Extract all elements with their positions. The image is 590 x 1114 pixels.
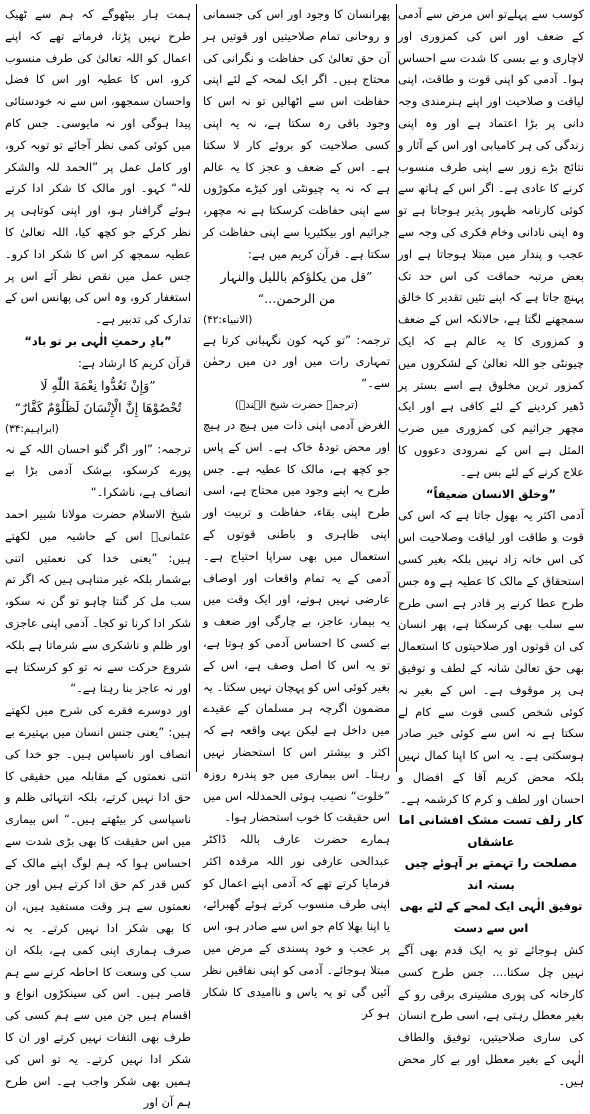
middle-column: [203, 4, 390, 1021]
right-paragraph-1: کوسب سے پہلےتو اس مرض سے آدمی کے ضعف اور اس کی کمزوری اور لاچاری و بے بسی کا شدت سے احساس ہوا۔ آدمی کو اپنی قوت و طاقت، اپنی لیاقت و صلاحیت اور اپنے ہنرمندی وجہ دانی پر بڑا اعتماد ہے اور وہ اپنی زندگی کی ہر کامیابی اور اس کے آثار و نتائج بڑے زور سے اپنی طرف منسوب کرنے کا عادی ہے۔ اگر اس کے ہاتھ سے کوئی کارنامہ ظہور پذیر ہوجاتا ہے تو وہ اپنی نادانی وخام فکری کی وجہ سے عجب و پندار میں مبتلا ہوجاتا ہے اور بعض مرتبہ حماقت کی اس حد تک پہنچ جاتا ہے کہ اپنے تئیں تقدیر کا خالق سمجھنے لگتا ہے، حالانکہ اس کے ضعف و کمزوری کا یہ عالم ہے کہ ایک چیونٹی جو اللہ تعالیٰ کے لشکروں میں کمزور ترین مخلوق ہے اسے بستر پر ڈھیر کردینے کے لئے کافی ہے اور ایک مچھر جراثیم کی کمزوری میں ضرب المثل ہے اس کے نمرودی دعووں کا علاج کرنے کے لئے بس ہے۔: [398, 7, 584, 479]
right-column: [398, 4, 584, 1088]
left-translation: ترجمہ: ”اور اگر گنو احسان اللہ کے نہ پورے کرسکو، بےشک آدمی بڑا بے انصاف ہے، ناشکرا۔“: [5, 441, 191, 500]
poem-line-3: توفیق الٰہی ایک لمحے کے لئے بھی اس سے دست: [399, 899, 583, 936]
right-paragraph-2: آدمی اکثر یہ بھول جاتا ہے کہ اس کی قوت و طاقت اور لیاقت وصلاحیت اس کی اس خانہ زاد نہیں بلکہ بغیر کسی استحقاق کے مالک کا عطیہ ہے وہ جس طرح عطا کرنے پر قادر ہے اسی طرح سے سلب بھی کرسکتا ہے، پھر انسان کی ان قوتوں اور صلاحیتوں کا استعمال بھی حق تعالیٰ شانہ کے لطف و توفیق ہی پر موقوف ہے۔ اس کے بغیر نہ کوئی شخص کسی قوت سے کام لے سکتا ہے نہ اس سے کوئی خیر صادر ہوسکتی ہے۔ یہ اس کا اپنا کمال نہیں بلکہ محض کریم آقا کے افضال و احسان اور لطف و کرم کا کرشمہ ہے۔: [398, 508, 584, 806]
left-verse-line-2: تُحْصُوْهَا إِنَّ الْإِنْسَانَ لَظَلُوْمٌ كَفَّارٌ“: [14, 399, 182, 415]
middle-verse-line-2: من الرحمن…“: [257, 290, 336, 306]
left-verse-line-1: ”وَإِنْ تَعُدُّوا نِعْمَةَ اللّٰهِ لَا: [40, 377, 156, 393]
right-paragraph-3: کش ہوجائے تو یہ ایک قدم بھی آگے نہیں چل سکتا.... جس طرح کسی کارخانہ کی پوری مشینری برقی رو کے بغیر معطل رہتی ہے، اسی طرح انسان کی ساری صلاحیتیں، توفیق والطاف الٰہی کے بغیر معطل اور بے کار محض ہیں۔: [398, 943, 584, 1088]
middle-paragraph-1: پھرانسان کا وجود اور اس کی جسمانی و روحانی تمام صلاحیتیں اور قوتیں ہر آن حق تعالیٰ کی حفاظت و نگرانی کی محتاج ہیں۔ اگر ایک لمحہ کے لئے اپنی حفاظت اس سے اٹھالیں تو نہ اس کا وجود باقی رہ سکتا ہے، نہ یہ اپنی کسی صلاحیت کو بروئے کار لا سکتا ہے۔ اس کے ضعف و عجز کا یہ عالم ہے کہ نہ یہ چیونٹی اور کیڑے مکوڑوں سے اپنی حفاظت کرسکتا ہے نہ مچھر، جراثیم اور بیکٹیریا سے اپنی حفاظت کر سکتا ہے۔ قرآن کریم میں ہے:: [203, 7, 390, 261]
left-intro: قرآن کریم کا ارشاد ہے:: [77, 355, 191, 370]
left-paragraph-2: اور دوسرے فقرے کی شرح میں لکھتے ہیں: ”یعنی جنس انسان میں بہتیرے بے انصاف اور ناسپاس ہیں۔ جو خدا کی اتنی نعمتوں کے مقابلہ میں حقیقی کا حق ادا نہیں کرتے، بلکہ انتہائی ظلم و ناسپاسی کر بیٹھتے ہیں۔“ اس بیماری میں اس حقیقت کا بھی بڑی شدت سے احساس ہوا کہ ہم لوگ اپنے مالک کے کس قدر کم حق ادا کرتے ہیں اور جن نعمتوں سے ہر وقت مستفید ہیں، ان کا بھی شکر ادا نہیں کرتے۔ یہ نہ صرف ہماری اپنی کمی ہے، بلکہ ان سب کی وسعت کا احاطہ کرنے سے ہم قاصر ہیں۔ اس کی سینکڑوں انواع و اقسام ہیں جن میں سے ہم کسی کی طرف بھی التفات نہیں کرتے اور ان کا شکر ادا نہیں کرتے۔ یہ تو اس کی ہمیں بھی شکر واجب ہے۔ اس طرح ہم آن اور: [5, 703, 191, 1110]
middle-translation-credit: (ترجمہ حضرت شیخ الہندؒ): [234, 398, 359, 411]
poem-line-1: کار زلف تست مشک افشانی اما عاشقاں: [398, 813, 584, 849]
column-divider-right: [396, 4, 397, 772]
left-paragraph-1: ہمت ہار بیٹھوگے کہ ہم سے ٹھیک طرح نہیں پڑتا، فرماتے تھے کہ اپنے اعمال کو اللہ تعالیٰ کی طرف منسوب کرو، اس کا عطیہ اور اس کا فضل واحسان سمجھو، اس سے نہ خودستائی پیدا ہوگی اور نہ مایوسی۔ جس کام میں کوئی کمی نظر آجائے تو توبہ کرو، اور کامل عمل پر ”الحمد للہ والشکر للہ“ کہو۔ اور مالک کا شکر ادا کرتے ہوئے گرافنار ہو، اور اپنی کوتاہی پر نظر کرکے جو کچھ کیا، اللہ تعالیٰ کا عطیہ سمجھ کر اس کا شکر ادا کرو۔ جس عمل میں نقص نظر آئے اس پر استغفار کرو، وہ اس کی پھانس اس کے تدارک کی تدبیر ہے۔: [5, 7, 191, 327]
middle-translation: ترجمہ: ”تو کہہ کون نگہبانی کرتا ہے تمہاری رات میں اور دن میں رحمٰن سے۔“: [203, 332, 390, 391]
left-column: [5, 4, 191, 1110]
middle-verse-reference: (الانبیاء:۴۲): [203, 313, 253, 326]
right-quote: ”وخلق الانسان ضعیفاً“: [426, 486, 556, 501]
middle-verse-line-1: ”قل من یکلؤکم باللیل والنہار: [220, 268, 373, 284]
left-verse-reference: (ابراہیم:۳۴): [5, 422, 59, 435]
column-divider-left: [196, 4, 197, 772]
middle-paragraph-2: الغرض آدمی اپنی ذات میں ہیچ در ہیچ اور محض تودۂ خاک ہے۔ اس کے پاس جو کچھ ہے، مالک کا عطیہ ہے۔ جس طرح یہ اپنے وجود میں محتاج ہے، اسی طرح اپنی بقاء، حفاظت و تربیت اور اپنی ظاہری و باطنی قوتوں کے استعمال میں بھی سراپا احتیاج ہے۔ آدمی کے یہ تمام واقعات اور اوصاف عارضی نہیں ہوتے، اور ایک وقت میں یہ بیمار، عاجز، بے چارگی اور ضعف و بے کسی کا احساس آدمی کو ہوتا ہے، تو یہ اس کا اصل وصف ہے، اس کے بغیر کوئی اس کو پہچان نہیں سکتا۔ یہ مضمون اگرچہ ہر مسلمان کے عقیدے میں داخل ہے لیکن یہی واقعہ ہے کہ اکثر و بیشتر اس کا استحضار نہیں رہتا۔ اس بیماری میں جو پندرہ روزہ ”خلوت“ نصیب ہوئی الحمدللہ اس میں اس حقیقت کا خوب استحضار ہوا۔: [203, 417, 390, 825]
left-commentary: شیخ الاسلام حضرت مولانا شبیر احمد عثمانیؒ اس کے حاشیہ میں لکھتے ہیں: ”یعنی خدا کی نعمتیں اتنی بےشمار بلکہ غیر متناہی ہیں کہ اگر تم سب مل کر گنتا چاہو تو گن نہ سکو، شکر ادا کرنا تو کجا۔ آدمی اپنی عاجزی اور ظلم و ناشکری سے شرماتا ہے بلکہ شروع حرکت سے نہ تو کو کرسکتا ہے اور نہ عاجز بنا رہتا ہے۔“: [5, 506, 191, 696]
left-quote: ”بادِ رحمتِ الٰہی بر تو باد“: [24, 333, 172, 348]
poem-line-2: مصلحت را تہمتے بر آہوئے چیں بستہ اند: [404, 856, 578, 892]
middle-paragraph-3: ہمارے حضرت عارف باللہ ڈاکٹر عبدالحی عارفی نور اللہ مرقدہ اکثر فرمایا کرتے تھے کہ آدمی اپنے اعمال کو اپنی طرف منسوب کرتے ہوئے گھبرائے، یا اپنا بھلا کام جو اس سے صادر ہو، اس پر عجب و خود پسندی کے مرض میں مبتلا ہوجائے۔ آدمی کو اپنی نفاقیں نظر آئیں گی تو یہ یاس و ناامیدی کا شکار ہو کر: [203, 832, 390, 1021]
